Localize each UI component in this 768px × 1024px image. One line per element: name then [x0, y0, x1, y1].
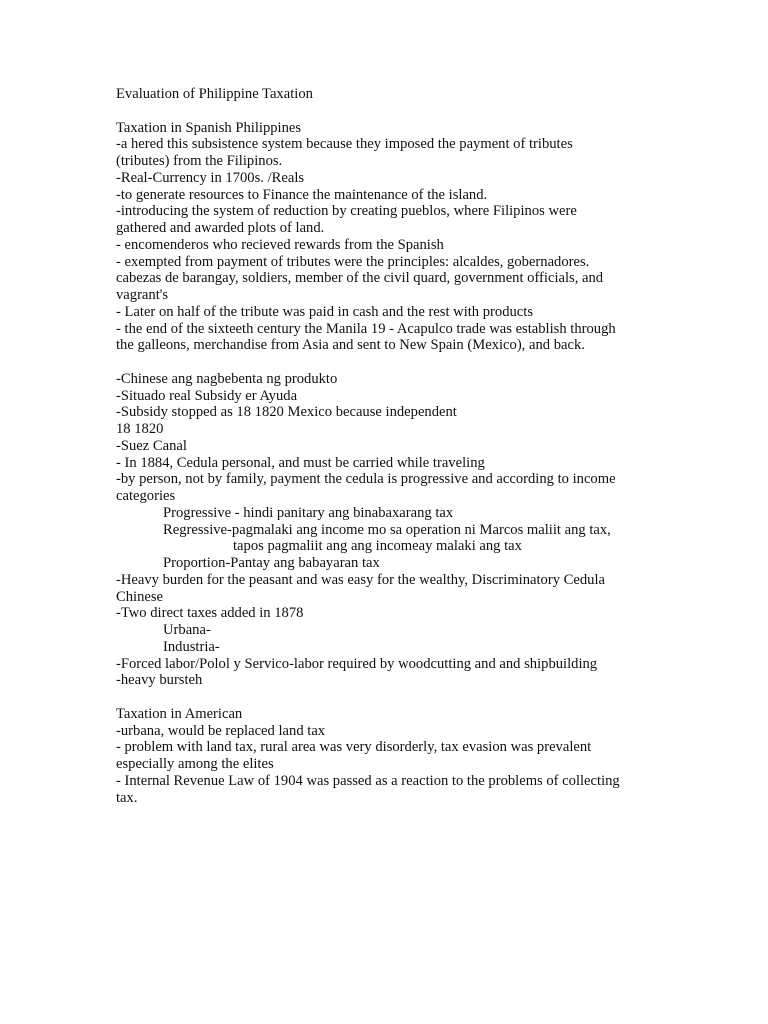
text-line: - Later on half of the tribute was paid in cash and the rest with products: [116, 303, 534, 320]
text-line: cabezas de barangay, soldiers, member of the civil quard, government officials, and: [116, 270, 604, 287]
text-line: -Suez Canal: [116, 437, 187, 454]
text-line: tax.: [116, 789, 138, 806]
text-line: - the end of the sixteeth century the Manila 19 - Acapulco trade was establish through: [116, 320, 616, 337]
text-line: 18 1820: [116, 421, 164, 437]
blank-line: [116, 354, 656, 371]
text-line: -Chinese ang nagbebenta ng produkto: [116, 370, 338, 387]
proportion-note: Proportion-Pantay ang babayaran tax: [163, 555, 380, 571]
text-line: categories: [116, 488, 176, 504]
regressive-note: Regressive-pagmalaki ang income mo sa operation ni Marcos maliit ang tax,: [163, 521, 611, 538]
text-line: -by person, not by family, payment the cedula is progressive and according to income: [116, 471, 616, 488]
text-line: -a hered this subsistence system because they imposed the payment of tributes: [116, 136, 573, 153]
text-line: - problem with land tax, rural area was very disorderly, tax evasion was prevalent: [116, 739, 592, 756]
text-line: -Situado real Subsidy er Ayuda: [116, 387, 298, 404]
blank-line: [116, 689, 656, 706]
text-line: - In 1884, Cedula personal, and must be carried while traveling: [116, 454, 485, 471]
document-title: Evaluation of Philippine Taxation: [116, 86, 313, 102]
text-line: vagrant's: [116, 287, 169, 303]
text-line: -introducing the system of reduction by creating pueblos, where Filipinos were: [116, 203, 577, 220]
progressive-note: Progressive - hindi panitary ang binabaxarang tax: [163, 504, 454, 521]
text-line: -heavy bursteh: [116, 672, 203, 689]
text-line: - Internal Revenue Law of 1904 was passed as a reaction to the problems of collecting: [116, 772, 620, 789]
urbana-note: Urbana-: [163, 622, 211, 638]
text-line: -Real-Currency in 1700s. /Reals: [116, 169, 305, 186]
american-section-heading: Taxation in American: [116, 705, 243, 722]
text-line: the galleons, merchandise from Asia and sent to New Spain (Mexico), and back.: [116, 337, 585, 354]
text-line: -to generate resources to Finance the maintenance of the island.: [116, 186, 488, 203]
text-line: -Two direct taxes added in 1878: [116, 605, 304, 622]
text-line: gathered and awarded plots of land.: [116, 220, 325, 236]
text-line: -Subsidy stopped as 18 1820 Mexico because independent: [116, 404, 457, 421]
text-line: especially among the elites: [116, 756, 274, 772]
text-line: (tributes) from the Filipinos.: [116, 153, 283, 169]
text-line: - exempted from payment of tributes were the principles: alcaldes, gobernadores.: [116, 253, 590, 270]
document-page: [116, 86, 656, 806]
spanish-section-heading: Taxation in Spanish Philippines: [116, 119, 302, 136]
industria-note: Industria-: [163, 638, 220, 655]
text-line: -Heavy burden for the peasant and was easy for the wealthy, Discriminatory Cedula: [116, 571, 605, 588]
blank-line: [116, 103, 656, 120]
text-line: - encomenderos who recieved rewards from the Spanish: [116, 236, 444, 253]
text-line: Chinese: [116, 588, 164, 605]
text-line: -Forced labor/Polol y Servico-labor required by woodcutting and and shipbuilding: [116, 655, 598, 672]
text-line: -urbana, would be replaced land tax: [116, 722, 326, 739]
regressive-note-continued: tapos pagmaliit ang ang incomeay malaki ang tax: [233, 538, 522, 555]
